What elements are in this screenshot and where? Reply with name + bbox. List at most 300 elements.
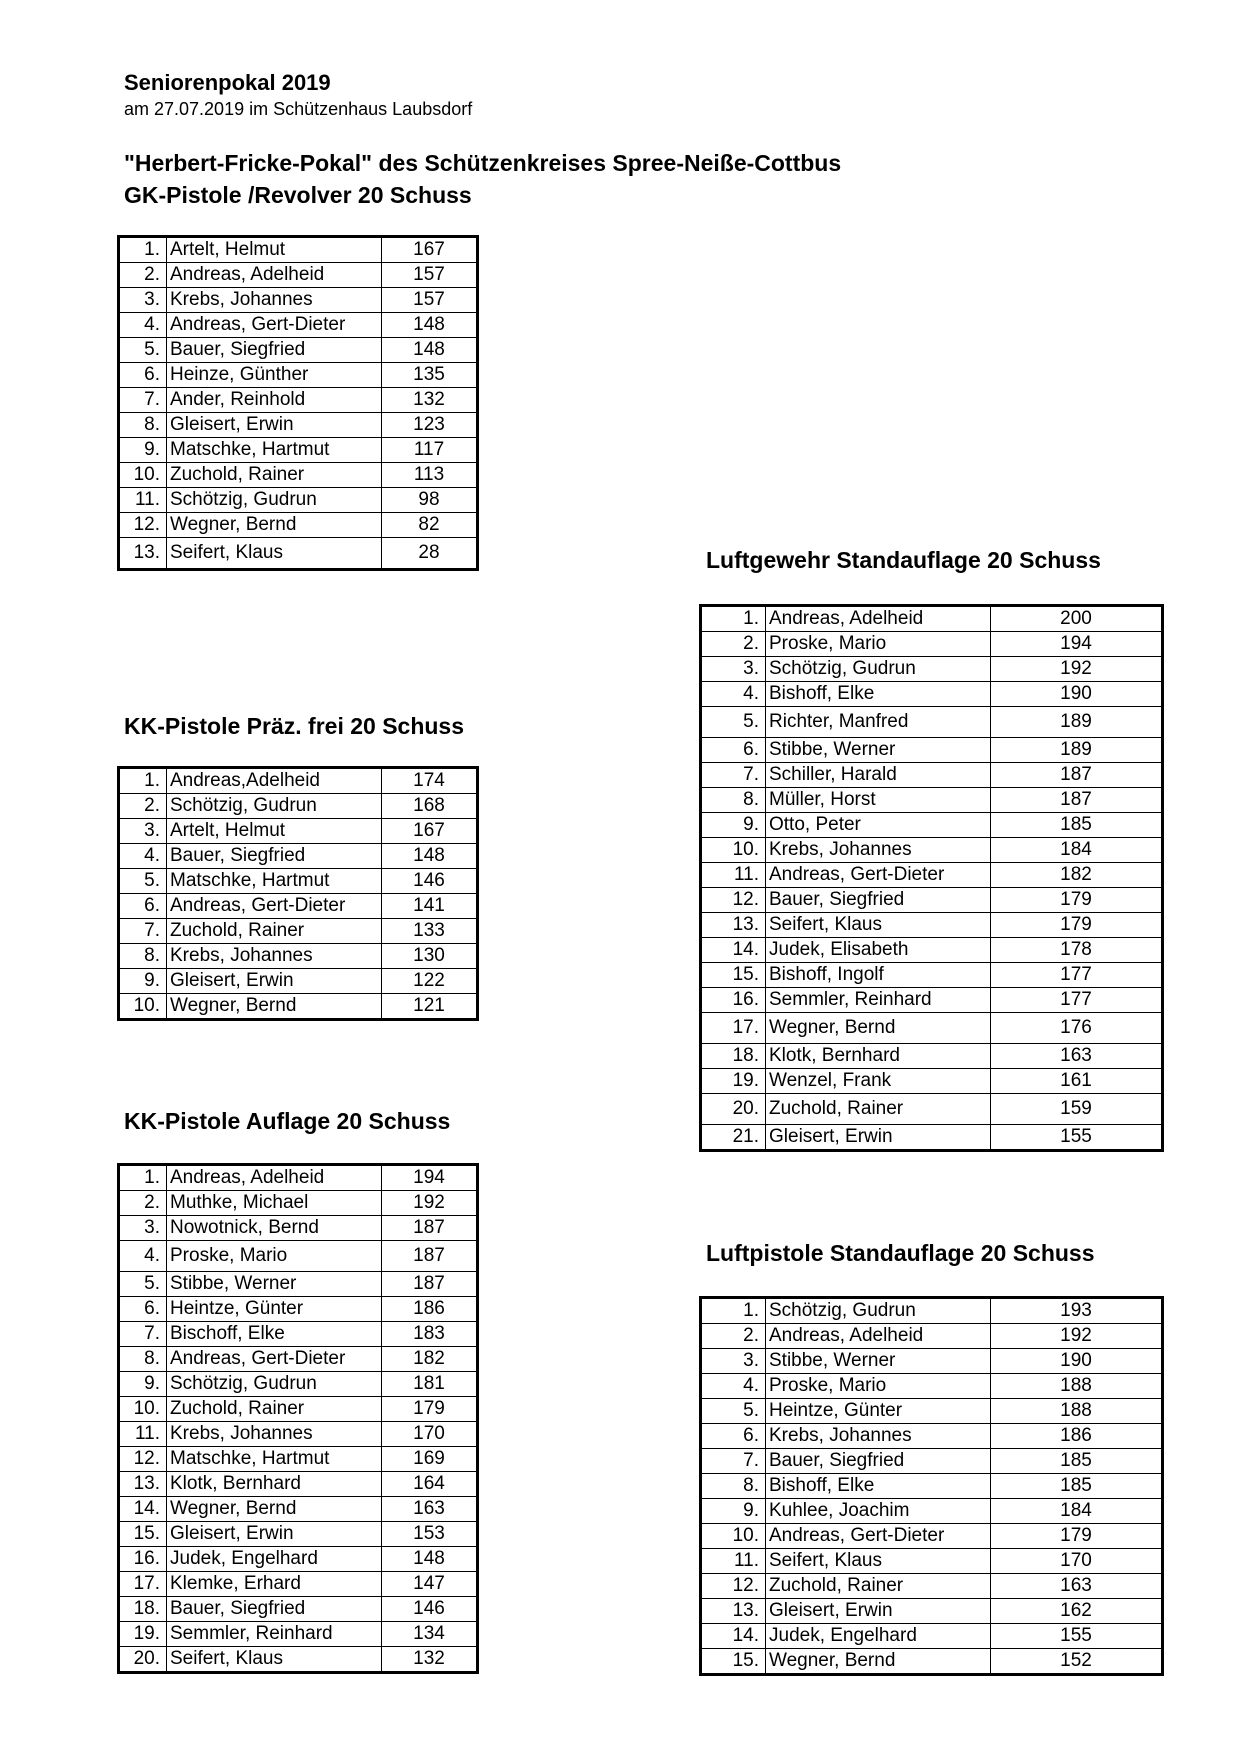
name-cell: Krebs, Johannes: [167, 944, 382, 969]
table-row: [701, 1624, 1163, 1649]
table-row: [701, 632, 1163, 657]
name-cell: Klotk, Bernhard: [766, 1044, 991, 1069]
rank-cell: 7.: [119, 919, 167, 944]
name-cell: Heintze, Günter: [766, 1399, 991, 1424]
name-cell: Proske, Mario: [766, 632, 991, 657]
score-cell: 146: [382, 1597, 478, 1622]
table-row: [119, 1422, 478, 1447]
score-cell: 141: [382, 894, 478, 919]
name-cell: Wenzel, Frank: [766, 1069, 991, 1094]
score-cell: 185: [991, 813, 1163, 838]
table-row: [119, 1165, 478, 1191]
name-cell: Semmler, Reinhard: [167, 1622, 382, 1647]
name-cell: Krebs, Johannes: [167, 1422, 382, 1447]
name-cell: Zuchold, Rainer: [766, 1574, 991, 1599]
score-cell: 98: [382, 488, 478, 513]
score-cell: 183: [382, 1322, 478, 1347]
rank-cell: 14.: [701, 1624, 766, 1649]
score-cell: 122: [382, 969, 478, 994]
score-cell: 179: [382, 1397, 478, 1422]
table-row: [701, 888, 1163, 913]
event-date-location: am 27.07.2019 im Schützenhaus Laubsdorf: [124, 99, 473, 119]
results-table: [117, 1163, 479, 1674]
score-cell: 187: [382, 1241, 478, 1272]
rank-cell: 21.: [701, 1125, 766, 1151]
name-cell: Schiller, Harald: [766, 763, 991, 788]
name-cell: Wegner, Bernd: [167, 994, 382, 1020]
rank-cell: 14.: [701, 938, 766, 963]
rank-cell: 3.: [701, 657, 766, 682]
name-cell: Gleisert, Erwin: [167, 413, 382, 438]
table-row: [701, 657, 1163, 682]
name-cell: Bishoff, Elke: [766, 682, 991, 707]
table-row: [119, 388, 478, 413]
rank-cell: 17.: [701, 1013, 766, 1044]
score-cell: 169: [382, 1447, 478, 1472]
name-cell: Andreas, Adelheid: [766, 606, 991, 632]
name-cell: Klemke, Erhard: [167, 1572, 382, 1597]
rank-cell: 9.: [119, 438, 167, 463]
table-row: [701, 1125, 1163, 1151]
table-row: [701, 1044, 1163, 1069]
name-cell: Matschke, Hartmut: [167, 438, 382, 463]
rank-cell: 14.: [119, 1497, 167, 1522]
table-row: [119, 819, 478, 844]
score-cell: 132: [382, 388, 478, 413]
table-row: [119, 1191, 478, 1216]
name-cell: Judek, Elisabeth: [766, 938, 991, 963]
rank-cell: 9.: [701, 813, 766, 838]
table-row: [119, 488, 478, 513]
name-cell: Judek, Engelhard: [167, 1547, 382, 1572]
rank-cell: 7.: [701, 1449, 766, 1474]
table-row: [119, 969, 478, 994]
score-cell: 28: [382, 538, 478, 570]
rank-cell: 3.: [119, 1216, 167, 1241]
score-cell: 190: [991, 1349, 1163, 1374]
table-row: [701, 1013, 1163, 1044]
score-cell: 163: [382, 1497, 478, 1522]
score-cell: 187: [991, 763, 1163, 788]
table-row: [119, 313, 478, 338]
rank-cell: 15.: [701, 1649, 766, 1675]
rank-cell: 9.: [119, 1372, 167, 1397]
score-cell: 147: [382, 1572, 478, 1597]
table-row: [701, 838, 1163, 863]
rank-cell: 3.: [701, 1349, 766, 1374]
score-cell: 187: [382, 1272, 478, 1297]
results-table: [117, 235, 479, 571]
name-cell: Gleisert, Erwin: [766, 1125, 991, 1151]
rank-cell: 6.: [119, 363, 167, 388]
name-cell: Wegner, Bernd: [167, 1497, 382, 1522]
rank-cell: 13.: [701, 1599, 766, 1624]
score-cell: 179: [991, 888, 1163, 913]
table-row: [701, 1298, 1163, 1324]
table-row: [119, 237, 478, 263]
score-cell: 155: [991, 1624, 1163, 1649]
rank-cell: 19.: [701, 1069, 766, 1094]
table-row: [119, 1297, 478, 1322]
rank-cell: 6.: [701, 738, 766, 763]
rank-cell: 2.: [119, 1191, 167, 1216]
rank-cell: 11.: [119, 488, 167, 513]
table-row: [119, 263, 478, 288]
rank-cell: 13.: [119, 538, 167, 570]
score-cell: 167: [382, 237, 478, 263]
name-cell: Matschke, Hartmut: [167, 869, 382, 894]
score-cell: 178: [991, 938, 1163, 963]
rank-cell: 7.: [701, 763, 766, 788]
name-cell: Artelt, Helmut: [167, 819, 382, 844]
rank-cell: 19.: [119, 1622, 167, 1647]
name-cell: Andreas, Gert-Dieter: [766, 1524, 991, 1549]
rank-cell: 5.: [119, 1272, 167, 1297]
score-cell: 159: [991, 1094, 1163, 1125]
table-row: [701, 788, 1163, 813]
name-cell: Wegner, Bernd: [766, 1649, 991, 1675]
score-cell: 185: [991, 1449, 1163, 1474]
name-cell: Bauer, Siegfried: [766, 888, 991, 913]
rank-cell: 12.: [119, 1447, 167, 1472]
name-cell: Proske, Mario: [766, 1374, 991, 1399]
table-row: [701, 1649, 1163, 1675]
table-row: [119, 1547, 478, 1572]
rank-cell: 9.: [119, 969, 167, 994]
name-cell: Stibbe, Werner: [766, 738, 991, 763]
table-row: [119, 919, 478, 944]
score-cell: 148: [382, 338, 478, 363]
table-row: [119, 1497, 478, 1522]
rank-cell: 9.: [701, 1499, 766, 1524]
score-cell: 162: [991, 1599, 1163, 1624]
score-cell: 148: [382, 313, 478, 338]
name-cell: Matschke, Hartmut: [167, 1447, 382, 1472]
score-cell: 186: [382, 1297, 478, 1322]
score-cell: 161: [991, 1069, 1163, 1094]
table-row: [119, 1216, 478, 1241]
table-row: [701, 1499, 1163, 1524]
table-row: [119, 1322, 478, 1347]
score-cell: 113: [382, 463, 478, 488]
score-cell: 189: [991, 707, 1163, 738]
name-cell: Stibbe, Werner: [766, 1349, 991, 1374]
name-cell: Semmler, Reinhard: [766, 988, 991, 1013]
table-row: [119, 794, 478, 819]
score-cell: 192: [991, 657, 1163, 682]
table-row: [701, 1549, 1163, 1574]
table-row: [701, 813, 1163, 838]
score-cell: 146: [382, 869, 478, 894]
table-row: [701, 1374, 1163, 1399]
table-row: [119, 1597, 478, 1622]
table-row: [701, 963, 1163, 988]
rank-cell: 2.: [701, 632, 766, 657]
table-row: [701, 1069, 1163, 1094]
score-cell: 155: [991, 1125, 1163, 1151]
score-cell: 170: [382, 1422, 478, 1447]
rank-cell: 3.: [119, 288, 167, 313]
name-cell: Zuchold, Rainer: [167, 919, 382, 944]
name-cell: Wegner, Bernd: [167, 513, 382, 538]
section-title: Luftgewehr Standauflage 20 Schuss: [706, 547, 1101, 573]
rank-cell: 2.: [701, 1324, 766, 1349]
name-cell: Ander, Reinhold: [167, 388, 382, 413]
rank-cell: 13.: [701, 913, 766, 938]
name-cell: Schötzig, Gudrun: [167, 1372, 382, 1397]
table-row: [119, 1272, 478, 1297]
table-row: [119, 413, 478, 438]
name-cell: Bishoff, Ingolf: [766, 963, 991, 988]
score-cell: 157: [382, 263, 478, 288]
score-cell: 194: [382, 1165, 478, 1191]
score-cell: 163: [991, 1044, 1163, 1069]
name-cell: Wegner, Bernd: [766, 1013, 991, 1044]
name-cell: Kuhlee, Joachim: [766, 1499, 991, 1524]
name-cell: Bischoff, Elke: [167, 1322, 382, 1347]
name-cell: Schötzig, Gudrun: [766, 1298, 991, 1324]
score-cell: 117: [382, 438, 478, 463]
score-cell: 192: [382, 1191, 478, 1216]
table-row: [119, 363, 478, 388]
name-cell: Proske, Mario: [167, 1241, 382, 1272]
rank-cell: 5.: [701, 1399, 766, 1424]
table-row: [701, 1524, 1163, 1549]
table-row: [701, 1449, 1163, 1474]
results-table: [117, 766, 479, 1021]
score-cell: 182: [382, 1347, 478, 1372]
score-cell: 174: [382, 768, 478, 794]
table-row: [119, 1647, 478, 1673]
rank-cell: 1.: [701, 1298, 766, 1324]
score-cell: 187: [382, 1216, 478, 1241]
table-row: [119, 768, 478, 794]
table-row: [119, 338, 478, 363]
score-cell: 123: [382, 413, 478, 438]
name-cell: Bishoff, Elke: [766, 1474, 991, 1499]
name-cell: Zuchold, Rainer: [167, 1397, 382, 1422]
score-cell: 192: [991, 1324, 1163, 1349]
name-cell: Bauer, Siegfried: [766, 1449, 991, 1474]
table-row: [701, 1349, 1163, 1374]
table-row: [701, 707, 1163, 738]
rank-cell: 20.: [119, 1647, 167, 1673]
score-cell: 190: [991, 682, 1163, 707]
rank-cell: 2.: [119, 794, 167, 819]
rank-cell: 6.: [119, 1297, 167, 1322]
name-cell: Zuchold, Rainer: [167, 463, 382, 488]
score-cell: 148: [382, 844, 478, 869]
score-cell: 157: [382, 288, 478, 313]
rank-cell: 4.: [119, 1241, 167, 1272]
table-row: [701, 738, 1163, 763]
score-cell: 148: [382, 1547, 478, 1572]
rank-cell: 15.: [119, 1522, 167, 1547]
score-cell: 133: [382, 919, 478, 944]
name-cell: Bauer, Siegfried: [167, 844, 382, 869]
score-cell: 167: [382, 819, 478, 844]
score-cell: 121: [382, 994, 478, 1020]
table-row: [119, 1347, 478, 1372]
table-row: [119, 1522, 478, 1547]
table-row: [701, 1474, 1163, 1499]
table-row: [701, 606, 1163, 632]
table-row: [701, 763, 1163, 788]
table-row: [119, 438, 478, 463]
score-cell: 82: [382, 513, 478, 538]
name-cell: Andreas, Gert-Dieter: [167, 313, 382, 338]
table-row: [119, 288, 478, 313]
table-row: [701, 1424, 1163, 1449]
section-title: KK-Pistole Auflage 20 Schuss: [124, 1108, 451, 1134]
rank-cell: 8.: [119, 944, 167, 969]
table-row: [119, 1397, 478, 1422]
table-row: [119, 1447, 478, 1472]
name-cell: Judek, Engelhard: [766, 1624, 991, 1649]
name-cell: Andreas, Adelheid: [167, 263, 382, 288]
score-cell: 184: [991, 1499, 1163, 1524]
score-cell: 168: [382, 794, 478, 819]
section-title: GK-Pistole /Revolver 20 Schuss: [124, 182, 472, 208]
name-cell: Nowotnick, Bernd: [167, 1216, 382, 1241]
name-cell: Andreas, Adelheid: [766, 1324, 991, 1349]
trophy-title: "Herbert-Fricke-Pokal" des Schützenkreises Spree-Neiße-Cottbus: [124, 150, 842, 176]
table-row: [119, 869, 478, 894]
rank-cell: 1.: [701, 606, 766, 632]
rank-cell: 18.: [701, 1044, 766, 1069]
name-cell: Artelt, Helmut: [167, 237, 382, 263]
table-row: [119, 463, 478, 488]
rank-cell: 16.: [701, 988, 766, 1013]
rank-cell: 10.: [119, 994, 167, 1020]
rank-cell: 12.: [701, 1574, 766, 1599]
score-cell: 187: [991, 788, 1163, 813]
table-row: [119, 1372, 478, 1397]
score-cell: 188: [991, 1399, 1163, 1424]
name-cell: Andreas,Adelheid: [167, 768, 382, 794]
score-cell: 181: [382, 1372, 478, 1397]
rank-cell: 8.: [701, 1474, 766, 1499]
rank-cell: 18.: [119, 1597, 167, 1622]
score-cell: 135: [382, 363, 478, 388]
score-cell: 189: [991, 738, 1163, 763]
table-row: [119, 538, 478, 570]
table-row: [701, 988, 1163, 1013]
name-cell: Andreas, Adelheid: [167, 1165, 382, 1191]
rank-cell: 10.: [119, 463, 167, 488]
name-cell: Schötzig, Gudrun: [766, 657, 991, 682]
score-cell: 164: [382, 1472, 478, 1497]
rank-cell: 2.: [119, 263, 167, 288]
score-cell: 153: [382, 1522, 478, 1547]
rank-cell: 10.: [119, 1397, 167, 1422]
name-cell: Gleisert, Erwin: [167, 1522, 382, 1547]
score-cell: 179: [991, 913, 1163, 938]
rank-cell: 5.: [119, 869, 167, 894]
name-cell: Schötzig, Gudrun: [167, 488, 382, 513]
rank-cell: 7.: [119, 1322, 167, 1347]
section-title: Luftpistole Standauflage 20 Schuss: [706, 1240, 1095, 1266]
name-cell: Andreas, Gert-Dieter: [167, 1347, 382, 1372]
name-cell: Gleisert, Erwin: [167, 969, 382, 994]
name-cell: Seifert, Klaus: [167, 1647, 382, 1673]
rank-cell: 13.: [119, 1472, 167, 1497]
rank-cell: 11.: [701, 1549, 766, 1574]
name-cell: Krebs, Johannes: [766, 838, 991, 863]
table-row: [119, 994, 478, 1020]
name-cell: Zuchold, Rainer: [766, 1094, 991, 1125]
rank-cell: 8.: [119, 413, 167, 438]
score-cell: 186: [991, 1424, 1163, 1449]
rank-cell: 5.: [701, 707, 766, 738]
rank-cell: 1.: [119, 237, 167, 263]
rank-cell: 3.: [119, 819, 167, 844]
rank-cell: 11.: [119, 1422, 167, 1447]
score-cell: 170: [991, 1549, 1163, 1574]
rank-cell: 4.: [119, 844, 167, 869]
score-cell: 134: [382, 1622, 478, 1647]
table-row: [119, 1241, 478, 1272]
score-cell: 193: [991, 1298, 1163, 1324]
name-cell: Schötzig, Gudrun: [167, 794, 382, 819]
rank-cell: 11.: [701, 863, 766, 888]
score-cell: 132: [382, 1647, 478, 1673]
rank-cell: 7.: [119, 388, 167, 413]
name-cell: Heintze, Günter: [167, 1297, 382, 1322]
rank-cell: 1.: [119, 768, 167, 794]
score-cell: 184: [991, 838, 1163, 863]
name-cell: Seifert, Klaus: [167, 538, 382, 570]
name-cell: Muthke, Michael: [167, 1191, 382, 1216]
name-cell: Otto, Peter: [766, 813, 991, 838]
name-cell: Klotk, Bernhard: [167, 1472, 382, 1497]
rank-cell: 1.: [119, 1165, 167, 1191]
table-row: [701, 1324, 1163, 1349]
score-cell: 177: [991, 988, 1163, 1013]
score-cell: 185: [991, 1474, 1163, 1499]
name-cell: Stibbe, Werner: [167, 1272, 382, 1297]
page-title: Seniorenpokal 2019: [124, 70, 331, 95]
name-cell: Seifert, Klaus: [766, 913, 991, 938]
score-cell: 182: [991, 863, 1163, 888]
table-row: [701, 913, 1163, 938]
score-cell: 176: [991, 1013, 1163, 1044]
table-row: [701, 1094, 1163, 1125]
results-table: [699, 604, 1164, 1152]
rank-cell: 6.: [119, 894, 167, 919]
table-row: [119, 844, 478, 869]
rank-cell: 4.: [119, 313, 167, 338]
rank-cell: 10.: [701, 838, 766, 863]
rank-cell: 12.: [701, 888, 766, 913]
name-cell: Bauer, Siegfried: [167, 338, 382, 363]
rank-cell: 6.: [701, 1424, 766, 1449]
score-cell: 163: [991, 1574, 1163, 1599]
rank-cell: 12.: [119, 513, 167, 538]
name-cell: Richter, Manfred: [766, 707, 991, 738]
score-cell: 188: [991, 1374, 1163, 1399]
table-row: [119, 944, 478, 969]
rank-cell: 4.: [701, 1374, 766, 1399]
rank-cell: 5.: [119, 338, 167, 363]
rank-cell: 8.: [119, 1347, 167, 1372]
score-cell: 194: [991, 632, 1163, 657]
table-row: [119, 1622, 478, 1647]
table-row: [701, 863, 1163, 888]
score-cell: 179: [991, 1524, 1163, 1549]
section-title: KK-Pistole Präz. frei 20 Schuss: [124, 713, 465, 739]
table-row: [119, 1472, 478, 1497]
